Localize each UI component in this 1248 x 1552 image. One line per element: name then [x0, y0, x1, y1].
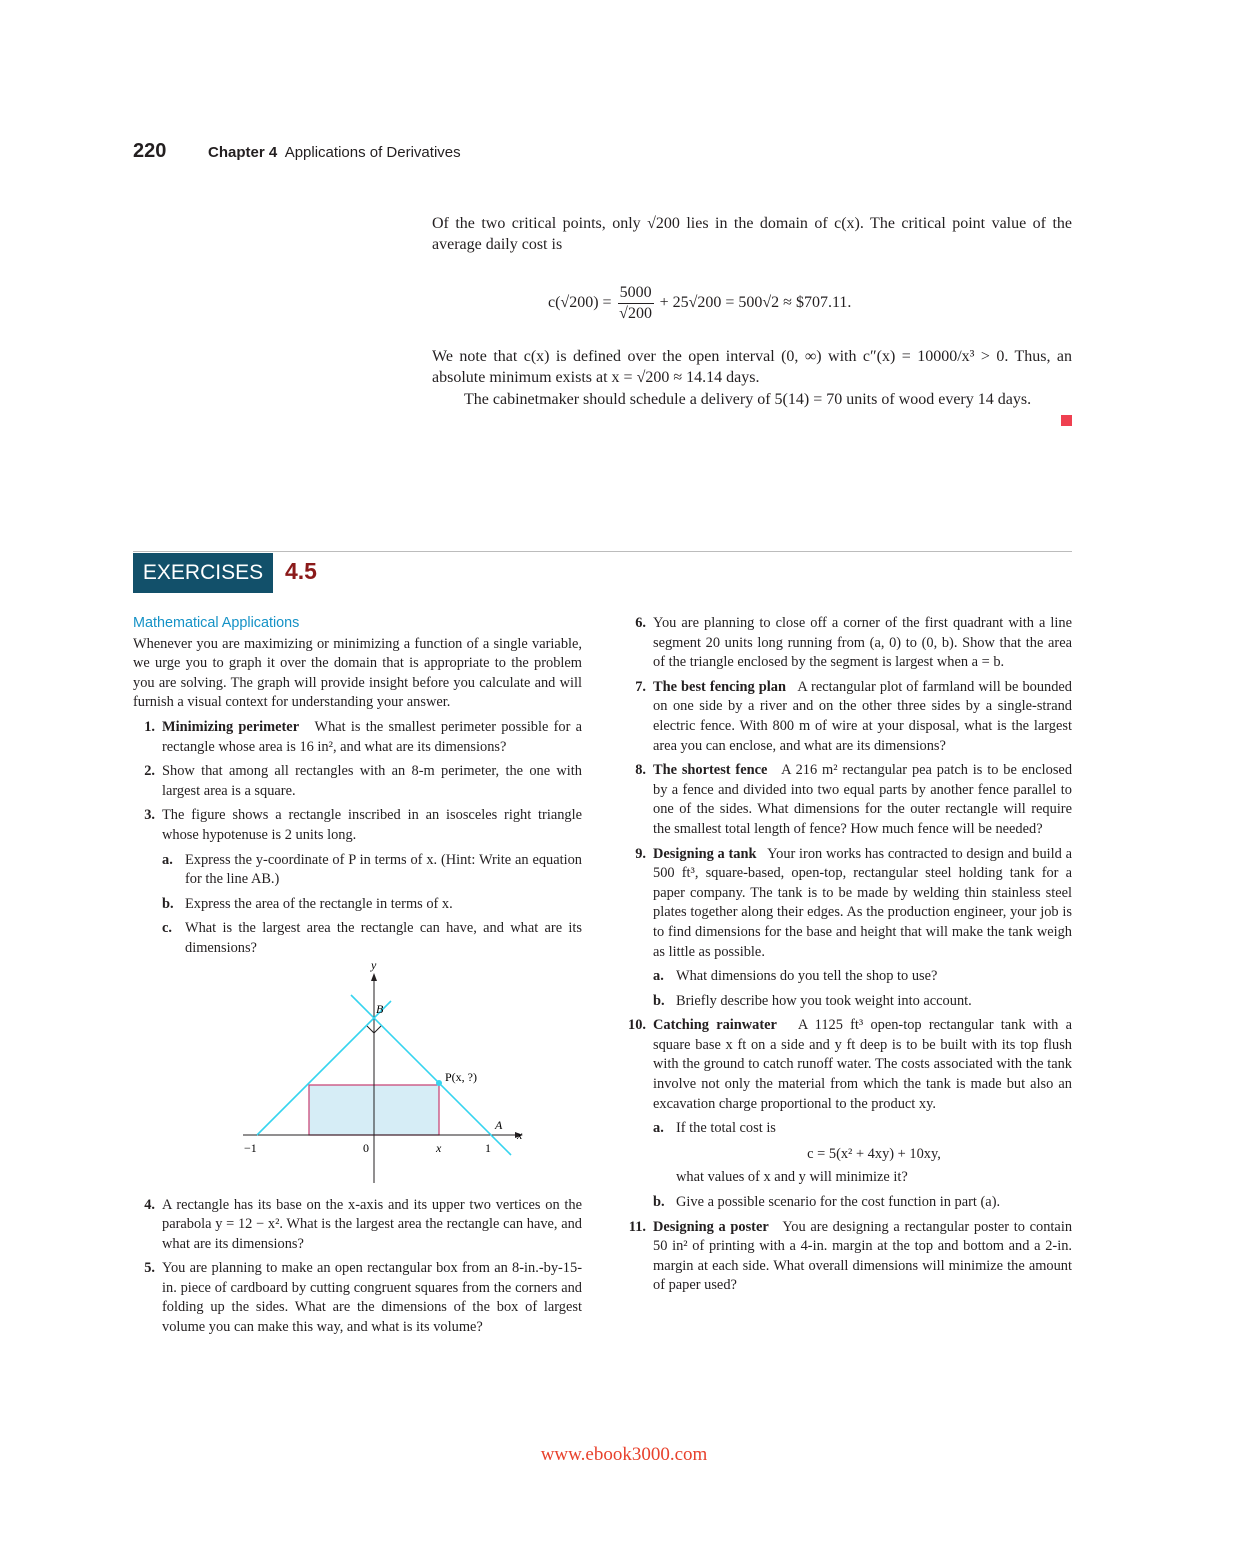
fraction-denominator: √200: [619, 304, 652, 322]
exercise-body: Your iron works has contracted to design and build a 500 ft³, square-based, open-top, rectangular steel holding tank for a paper company. The tank is to be made by welding thin stainless steel plates together along their edges. As the production engineer, your job is to find dimensions for the base and height that will make the tank weigh as little as possible.: [653, 845, 1072, 960]
page-number: 220: [133, 140, 167, 162]
exercise-title: Designing a poster: [653, 1218, 769, 1235]
exercise-body: You are planning to make an open rectangular box from an 8-in.-by-15-in. piece of cardboard by cutting congruent squares from the corners and folding up the sides. What are the dimensions of the box of largest volume you can make this way, and what is its volume?: [162, 1260, 582, 1336]
chapter-number: Chapter 4: [208, 144, 278, 161]
section-number: 4.5: [285, 558, 317, 584]
exercise-10a-question: what values of x and y will minimize it?: [676, 1169, 908, 1186]
exercise-title: Minimizing perimeter: [162, 718, 300, 735]
exercise-title: The best fencing plan: [653, 678, 786, 695]
exercise-9a: a. What dimensions do you tell the shop to use?: [653, 968, 938, 985]
exercises-banner: [133, 553, 273, 593]
exercise-8: 8. The shortest fence A 216 m² rectangular pea patch is to be enclosed by a fence and divided into two equal parts by another fence parallel to one of the sides. What dimensions for the outer rectangle will require the smallest total length of fence? How much fence will be needed?: [635, 762, 1073, 837]
exercise-10: 10. Catching rainwater A 1125 ft³ open-top rectangular tank with a square base x ft on a side and y ft deep is to be built with its top flush with the ground to catch runoff water. The costs associated with the tank involve not only the material from which the tank is made but also an excavation charge proportional to the product xy.: [628, 1017, 1072, 1112]
exercise-body: A 1125 ft³ open-top rectangular tank with a square base x ft on a side and y ft deep is to be built with its top flush with the ground to catch runoff water. The costs associated with the tank involve not only the material from which the tank is made but also an excavation charge proportional to the product xy.: [653, 1017, 1072, 1112]
tick-label-x: x: [436, 1140, 442, 1155]
left-column: [133, 614, 582, 1338]
exercise-body: A 216 m² rectangular pea patch is to be enclosed by a fence and divided into two equal parts by another fence parallel to one of the sides. What dimensions for the outer rectangle will require the smallest total length of fence? How much fence will be needed?: [653, 762, 1073, 837]
equation-fraction: [618, 284, 654, 323]
triangle-diagram: [233, 957, 533, 1183]
cost-equation: [548, 282, 851, 324]
exercise-4: 4. A rectangle has its base on the x-axis and its upper two vertices on the parabola y = 12 − x². What is the largest area the rectangle can have, and what are its dimensions?: [144, 1196, 582, 1252]
exercise-body: You are designing a rectangular poster to contain 50 in² of printing with a 4-in. margin at the top and bottom and a 2-in. margin at each side. What overall dimensions will minimize the amount of paper used?: [653, 1218, 1073, 1294]
exercise-body: You are planning to close off a corner of the first quadrant with a line segment 20 units long running from (a, 0) to (0, b). Show that the area of the triangle enclosed by the segment is largest when a = b.: [653, 615, 1072, 671]
exercise-body: The figure shows a rectangle inscribed in an isosceles right triangle whose hypotenuse is 2 units long.: [162, 807, 582, 843]
x-axis-label: x: [517, 1127, 523, 1142]
exercise-10a: a. If the total cost is c = 5(x² + 4xy) + 10xy, what values of x and y will minimize it?: [653, 1119, 1072, 1188]
exercises-label: EXERCISES: [142, 561, 264, 584]
exercise-title: The shortest fence: [653, 762, 768, 779]
section-divider: [133, 551, 1072, 552]
end-of-example-marker: [1061, 415, 1072, 426]
tick-label-neg1: −1: [244, 1140, 257, 1155]
fraction-numerator: 5000: [618, 284, 654, 304]
tick-label-0: 0: [363, 1140, 369, 1155]
exercise-2: 2. Show that among all rectangles with an 8-m perimeter, the one with largest area is a square.: [144, 763, 582, 799]
exercise-3c: c. What is the largest area the rectangle can have, and what are its dimensions?: [162, 920, 582, 956]
exercise-10b: b. Give a possible scenario for the cost function in part (a).: [653, 1194, 1001, 1211]
exercise-3a: a. Express the y-coordinate of P in terms of x. (Hint: Write an equation for the line AB.): [162, 851, 582, 888]
exercise-7: 7. The best fencing plan A rectangular plot of farmland will be bounded on one side by a river and on the other three sides by a single-strand electric fence. With 800 m of wire at your disposal, what is the largest area you can enclose, and what are its dimensions?: [635, 678, 1073, 754]
exercise-1: 1. Minimizing perimeter What is the smallest perimeter possible for a rectangle whose area is 16 in², and what are its dimensions?: [144, 718, 582, 755]
exercise-3b: b. Express the area of the rectangle in terms of x.: [162, 895, 453, 912]
exercise-9: 9. Designing a tank Your iron works has contracted to design and build a 500 ft³, square-based, open-top, rectangular steel holding tank for a paper company. The tank is to be made by welding thin stainless steel plates together along their edges. As the production engineer, your job is to find dimensions for the base and height that will make the tank weigh as little as possible.: [635, 845, 1072, 960]
exercise-6: 6. You are planning to close off a corner of the first quadrant with a line segment 20 units long running from (a, 0) to (0, b). Show that the area of the triangle enclosed by the segment is largest when a = b.: [635, 615, 1072, 671]
point-p: [436, 1080, 442, 1086]
point-a-label: A: [495, 1117, 503, 1132]
example-paragraph-2: We note that c(x) is defined over the open interval (0, ∞) with c″(x) = 10000/x³ > 0. Thus, an absolute minimum exists at x = √200 ≈ 14.14 days.: [432, 348, 1072, 386]
exercise-title: Catching rainwater: [653, 1017, 777, 1034]
y-axis-label: y: [371, 957, 377, 972]
equation-lhs: c(√200) =: [548, 294, 612, 311]
example-conclusion: The cabinetmaker should schedule a delivery of 5(14) = 70 units of wood every 14 days.: [464, 391, 1032, 408]
exercise-11: 11. Designing a poster You are designing a rectangular poster to contain 50 in² of printing with a 4-in. margin at the top and bottom and a 2-in. margin at each side. What overall dimensions will minimize the amount of paper used?: [628, 1218, 1073, 1294]
exercise-body: What is the smallest perimeter possible for a rectangle whose area is 16 in², and what are its dimensions?: [162, 718, 582, 755]
right-column: [623, 614, 1072, 1296]
equation-rhs: + 25√200 = 500√2 ≈ $707.11.: [659, 294, 852, 311]
example-paragraph-1: Of the two critical points, only √200 lies in the domain of c(x). The critical point value of the average daily cost is: [432, 215, 1072, 253]
running-head: [208, 144, 461, 161]
point-b-label: B: [376, 1001, 384, 1016]
point-p-label: P(x, ?): [445, 1069, 477, 1084]
triangle-figure: [133, 957, 582, 1191]
exercise-3: 3. The figure shows a rectangle inscribed in an isosceles right triangle whose hypotenuse is 2 units long.: [144, 807, 582, 843]
footer-url-link[interactable]: www.ebook3000.com: [540, 1444, 708, 1465]
subsection-heading: Mathematical Applications: [133, 615, 300, 631]
y-axis-arrow: [371, 973, 377, 981]
exercise-9b: b. Briefly describe how you took weight into account.: [653, 992, 972, 1009]
exercise-body: A rectangle has its base on the x-axis and its upper two vertices on the parabola y = 12 − x². What is the largest area the rectangle can have, and what are its dimensions?: [162, 1196, 582, 1252]
chapter-title: Applications of Derivatives: [284, 144, 461, 161]
cost-formula: c = 5(x² + 4xy) + 10xy,: [807, 1145, 941, 1162]
exercise-body: A rectangular plot of farmland will be bounded on one side by a river and on the other three sides by a single-strand electric fence. With 800 m of wire at your disposal, what is the largest area you can enclose, and what are its dimensions?: [653, 678, 1073, 754]
exercise-title: Designing a tank: [653, 845, 757, 862]
exercise-body: Show that among all rectangles with an 8-m perimeter, the one with largest area is a square.: [162, 763, 582, 799]
exercise-5: 5. You are planning to make an open rectangular box from an 8-in.-by-15-in. piece of cardboard by cutting congruent squares from the corners and folding up the sides. What are the dimensions of the box of largest volume you can make this way, and what is its volume?: [144, 1260, 582, 1336]
intro-paragraph: Whenever you are maximizing or minimizing a function of a single variable, we urge you to graph it over the domain that is appropriate to the problem you are solving. The graph will provide insight before you calculate and will furnish a visual context for understanding your answer.: [133, 635, 582, 711]
tick-label-1: 1: [485, 1140, 491, 1155]
